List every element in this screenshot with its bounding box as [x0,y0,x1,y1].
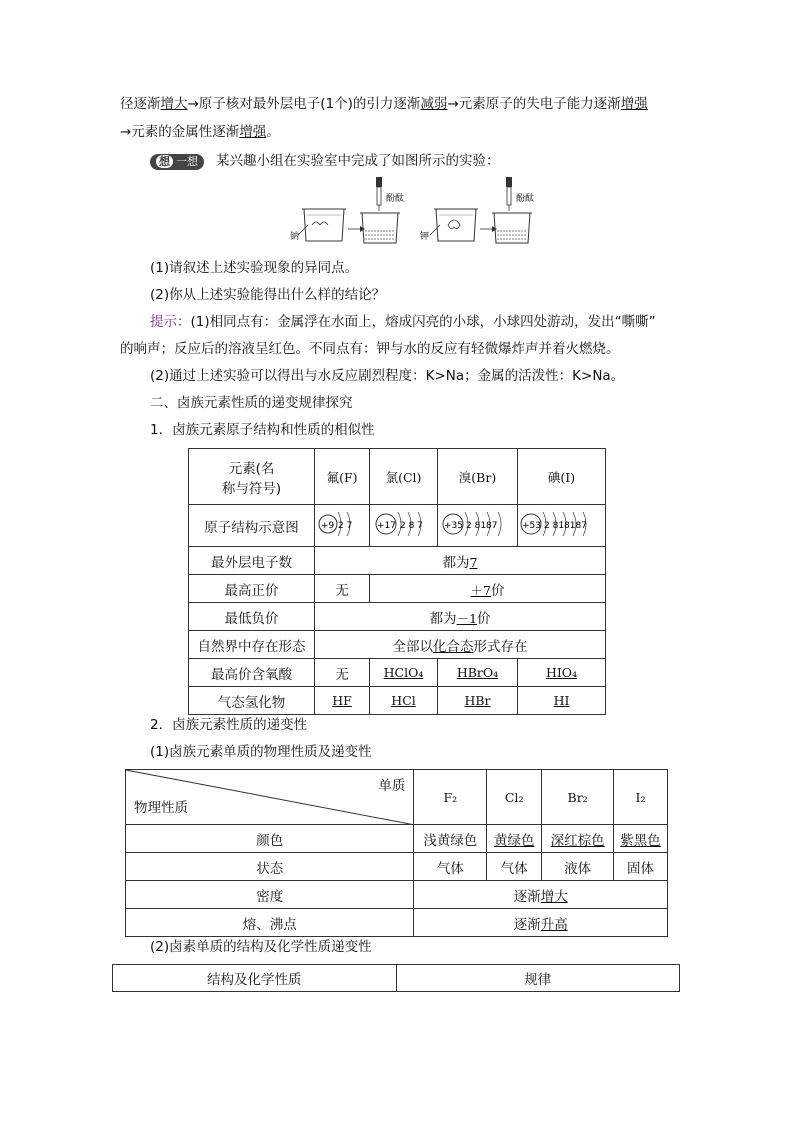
row-label: 气态氢化物 [189,687,315,715]
value-cell: HClO₄ [370,659,438,687]
structure-cell [370,505,438,547]
value-cell: ＋7价 [370,575,606,603]
svg-text:2 8187: 2 8187 [465,520,497,531]
element-cell: 溴(Br) [438,449,518,505]
table-row [126,825,668,853]
element-cell: 氟(F) [315,449,370,505]
header-cell: 规律 [396,965,680,992]
value-cell: 紫黑色 [614,825,668,853]
table-row [126,909,668,937]
value-cell: 固体 [614,853,668,881]
svg-text:2 7: 2 7 [338,520,353,531]
hint-line-2: 的响声；反应后的溶液呈红色。不同点有：钾与水的反应有轻微爆炸声并着火燃烧。 [120,341,620,357]
experiment-figure [280,175,550,245]
value-cell: 气体 [487,853,542,881]
think-line: 想 一想 某兴趣小组在实验室中完成了如图所示的实验： [150,151,500,171]
value-cell: 浅黄绿色 [414,825,487,853]
table-row [126,770,668,825]
section-2-title: 二、卤族元素性质的递变规律探究 [150,395,353,411]
substance-cell: Cl₂ [487,770,542,825]
table-row [189,631,606,659]
value-cell: 黄绿色 [487,825,542,853]
table-row [189,449,606,505]
table-row [126,853,668,881]
value-cell: 液体 [542,853,614,881]
k-label: 钾 [420,232,430,242]
substance-cell: I₂ [614,770,668,825]
value-cell: HCl [370,687,438,715]
row-label: 状态 [126,853,414,881]
value-cell: 全部以化合态形式存在 [315,631,606,659]
question-2: (2)你从上述实验能得出什么样的结论？ [150,287,386,303]
hint-label: 提示： [150,314,191,330]
indicator-label-2: 酚酞 [516,194,535,204]
row-label: 密度 [126,881,414,909]
value-cell: HIO₄ [517,659,605,687]
intro-line-2: →元素的金属性逐渐增强。 [120,124,280,140]
row-label: 最低负价 [189,603,315,631]
table-row [189,547,606,575]
value-cell: 无 [315,659,370,687]
row-label: 最外层电子数 [189,547,315,575]
table-row [126,881,668,909]
value-cell: HF [315,687,370,715]
beaker-k-icon [434,209,478,241]
element-cell: 碘(I) [517,449,605,505]
table-row [113,965,680,992]
table-row [189,505,606,547]
svg-text:2 8 7: 2 8 7 [399,520,423,531]
element-cell: 氯(Cl) [370,449,438,505]
value-cell: HBr [438,687,518,715]
dropper-1-icon [376,177,382,211]
table-row [189,575,606,603]
value-cell: HI [517,687,605,715]
section-2-sub2-2: (2)卤素单质的结构及化学性质递变性 [150,939,372,955]
halogen-physical-table [125,769,668,937]
header-cell: 元素(名 称与符号) [189,449,315,505]
substance-cell: F₂ [414,770,487,825]
row-label: 颜色 [126,825,414,853]
atom-diagram-icon [372,506,436,542]
value-cell: 逐渐增大 [414,881,668,909]
substance-cell: Br₂ [542,770,614,825]
halogen-chemical-table [112,964,680,992]
structure-cell [315,505,370,547]
think-badge: 想 一想 [150,154,204,170]
value-cell: 无 [315,575,370,603]
na-label: 钠 [290,232,300,242]
hint-line-3: (2)通过上述实验可以得出与水反应剧烈程度：K>Na；金属的活泼性：K>Na。 [150,368,625,384]
row-label: 最高价含氧酸 [189,659,315,687]
intro-line-1: 径逐渐增大→原子核对最外层电子(1个)的引力逐渐减弱→元素原子的失电子能力逐渐增强 [120,96,648,112]
row-label: 最高正价 [189,575,315,603]
value-cell: HBrO₄ [438,659,518,687]
question-1: (1)请叙述上述实验现象的异同点。 [150,260,359,276]
row-label: 熔、沸点 [126,909,414,937]
section-2-sub1: 1．卤族元素原子结构和性质的相似性 [150,422,375,438]
section-2-sub2: 2．卤族元素性质的递变性 [150,717,308,733]
indicator-label-1: 酚酞 [386,194,405,204]
dropper-2-icon [506,177,512,211]
value-cell: 都为7 [315,547,606,575]
row-label: 原子结构示意图 [189,505,315,547]
svg-text:+35: +35 [443,520,463,531]
section-2-sub2-1: (1)卤族元素单质的物理性质及递变性 [150,744,372,760]
svg-text:+53: +53 [522,520,542,531]
beaker-k-result-icon [492,213,532,243]
halogen-similarity-table [188,448,606,715]
structure-cell [517,505,605,547]
value-cell: 深红棕色 [542,825,614,853]
value-cell: 都为－1价 [315,603,606,631]
hint-line-1: 提示：(1)相同点有：金属浮在水面上，熔成闪亮的小球，小球四处游动，发出“嘶嘶” [150,314,656,330]
structure-cell [438,505,518,547]
value-cell: 逐渐升高 [414,909,668,937]
table-row [189,603,606,631]
atom-diagram-icon [440,506,516,542]
value-cell: 气体 [414,853,487,881]
row-label: 自然界中存在形态 [189,631,315,659]
atom-diagram-icon [519,506,603,542]
svg-text:+9: +9 [321,520,335,531]
header-cell: 结构及化学性质 [113,965,397,992]
beaker-na-icon [302,209,346,241]
table-row [189,687,606,715]
diagonal-header-cell: 单质 物理性质 [126,770,414,825]
svg-text:2 818187: 2 818187 [544,520,588,531]
svg-text:+17: +17 [376,520,396,531]
atom-diagram-icon [316,506,368,542]
beaker-na-result-icon [360,213,400,243]
table-row [189,659,606,687]
